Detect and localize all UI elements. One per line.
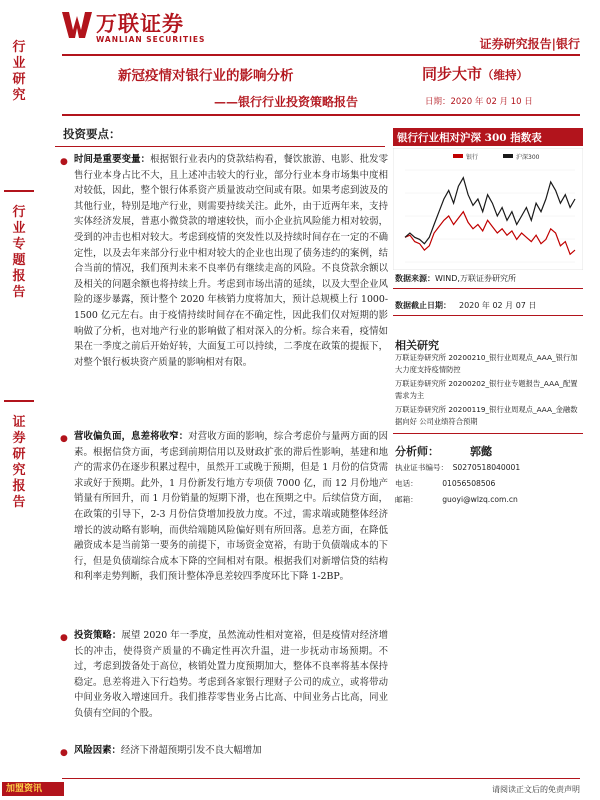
email-label: 邮箱：: [395, 495, 418, 504]
header-divider: [62, 54, 580, 56]
paragraph-heading: 投资策略：: [74, 630, 122, 641]
legend-label: 银行: [466, 154, 479, 161]
bullet-icon: ●: [60, 157, 68, 167]
side-label-securities-report: [6, 415, 32, 511]
related-research-heading: 相关研究: [395, 339, 439, 352]
key-points-header: [55, 126, 385, 153]
paragraph-revenue: [74, 429, 388, 585]
bullet-icon: ●: [60, 748, 68, 758]
side-divider: [4, 190, 34, 192]
paragraph-body: 经济下滑超预期引发不良大幅增加: [120, 745, 262, 756]
disclaimer-note: 请阅读正文后的免责声明: [492, 785, 580, 794]
chart-title: 银行行业相对沪深 300 指数表: [393, 128, 583, 146]
paragraph-heading: 时间是重要变量：: [74, 154, 151, 165]
chart-frame: [393, 148, 583, 270]
bullet-icon: ●: [60, 633, 68, 643]
side-label-industry-research: [6, 40, 32, 104]
bullet-icon: ●: [60, 434, 68, 444]
side-label-special-report: [6, 205, 32, 301]
email-value[interactable]: guoyi@wlzq.com.cn: [442, 495, 518, 504]
paragraph-heading: 营收偏负面，息差将收窄：: [74, 431, 189, 442]
logo-w-icon: [62, 10, 92, 40]
data-cutoff: [395, 300, 536, 311]
cert-value: S0270518040001: [452, 463, 521, 472]
paragraph-time-variable: [74, 152, 388, 370]
phone-value: 01056508506: [442, 479, 496, 488]
report-type: 证券研究报告|银行: [479, 37, 580, 51]
rating: [422, 63, 528, 84]
key-points-heading: 投资要点：: [63, 127, 121, 141]
analyst-label: 分析师：: [395, 445, 439, 458]
legend-swatch: [453, 154, 463, 158]
related-research-item[interactable]: 万联证券研究所 20200202_银行业专题报告_AAA_配置需求为主: [395, 379, 578, 400]
side-label-text: 证券研究报告: [12, 415, 26, 510]
related-divider: [393, 433, 583, 434]
data-source: [395, 273, 516, 284]
cutoff-divider: [393, 315, 583, 316]
side-banner: [0, 30, 38, 770]
data-source-value: WIND,万联证券研究所: [435, 274, 516, 283]
paragraph-risk: [74, 743, 388, 759]
paragraph-body: 根据银行业表内的贷款结构看，餐饮旅游、电影、批发零售行业本身占比不大，且上述冲击较大的行业，部分行业本身市场集中度相对较低，因此，整个银行体系资产质量波动空间或有限。如果考虑到波及的其他行业，特别是地产行业，则需要持续关注。此外，由于近两年来，支持实体经济发展，普惠小微贷款的增速较快，而小企业抗风险能力相对较弱，受到的冲击也相对较大。考虑到疫情的突发性以及持续时间存在一定的不确定性，以及去年来部分行业中相对较大的企业也出现了债务违约的案例，结合当前的情况，我们预判未来不良率仍有继续走高的风险。不良贷款余额以及相关的问题余额也将持续上升。考虑到市场出清的延续，以及大型企业风险的逐步暴露，预计整个 2020 年核销力度将加大，预计总规模上行 1000-1500 亿元左右。由于疫情持续时间存在不确定性，因此我们仅对短期的影响做了分析，也对地产行业的影响做了相对深入的分析。综合来看，疫情如果在一季度之前后开始好转，大面复工可以持续，二季度在政策的提振下，对整个银行板块资产质量的影响相对有限。: [74, 154, 388, 368]
related-research-item[interactable]: 万联证券研究所 20200119_银行业周观点_AAA_金融数据向好 公司业绩符合预期: [395, 405, 578, 426]
report-date: 日期：2020 年 02 月 10 日: [425, 97, 533, 107]
legend-label: 沪深300: [516, 154, 540, 161]
title-divider: [62, 114, 580, 116]
company-logo: [62, 8, 227, 48]
analyst-name: 郭懿: [470, 445, 492, 458]
paragraph-strategy: [74, 628, 388, 722]
paragraph-body: 展望 2020 年一季度，虽然流动性相对宽裕，但是疫情对经济增长的冲击，使得资产质量的不确定性再次升温，进一步抚动市场预期。不过，考虑到拨备处于高位，核销处置力度预期加大，整体不良率将基本保持稳定。息差将进入下行趋势。考虑到各家银行理财子公司的成立，或将带动中间业务收入增速回升。我们推荐零售业务占比高、中间业务占比高，同业负债有空间的个股。: [74, 630, 388, 719]
relative-performance-chart: [393, 148, 583, 270]
phone-label: 电话：: [395, 479, 418, 488]
analyst-phone: [395, 478, 495, 489]
paragraph-body: 对营收方面的影响，综合考虑价与量两方面的因素。根据信贷方面，考虑到前期信用以及财政扩张的滞后性影响，基建和地产的需求仍在逐步积累过程中，虽然开工或晚于预期，但是 1 月份的信贷需求或好于预期。此外，1 月份新发行地方专项债 7000 亿，而 12 月份地产销量有所回升，而 1 月份销量的短期下滑，也在预期之中。后续信贷方面，在政策的引导下，2-3 月份信贷增加投放力度。不过，需求端或随整体经济增长的波动略有影响，而供给端随风险偏好则有所回落。息差方面，在降低融资成本是当前第一要务的前提下，市场资金宽裕，有助于负债端成本的下行，但是负债端综合成本下降的空间相对有限。根据我们对新增信贷的结构和利率走势判断，我们预计整体净息差较四季度环比下降 1-2BP。: [74, 431, 388, 583]
report-title: 新冠疫情对银行业的影响分析: [118, 68, 294, 84]
page-footer: [0, 776, 600, 800]
cert-label: 执业证书编号：: [395, 463, 449, 472]
key-points-divider: [55, 146, 385, 147]
side-label-text: 行业研究: [12, 40, 26, 103]
logo-chinese-name: 万联证券: [96, 12, 184, 36]
related-research-item[interactable]: 万联证券研究所 20200210_银行业周观点_AAA_银行加大力度支持疫情防控: [395, 353, 578, 374]
footer-divider: [62, 778, 580, 779]
side-divider: [4, 400, 34, 402]
side-label-text: 行业专题报告: [12, 205, 26, 300]
analyst-email: [395, 494, 518, 505]
rating-value: 同步大市: [422, 65, 483, 83]
data-cutoff-value: 2020 年 02 月 07 日: [459, 301, 537, 310]
footer-watermark: 加盟资讯: [2, 782, 64, 796]
legend-swatch: [503, 154, 513, 158]
logo-english-name: WANLIAN SECURITIES: [96, 35, 206, 44]
paragraph-heading: 风险因素：: [74, 745, 121, 756]
data-cutoff-label: 数据截止日期：: [395, 300, 451, 310]
rating-note: （维持）: [482, 68, 529, 82]
page-header: [0, 0, 600, 58]
analyst-cert: [395, 462, 520, 473]
report-subtitle: ——银行行业投资策略报告: [214, 95, 359, 109]
data-source-label: 数据来源：: [395, 273, 435, 283]
source-divider: [393, 288, 583, 289]
